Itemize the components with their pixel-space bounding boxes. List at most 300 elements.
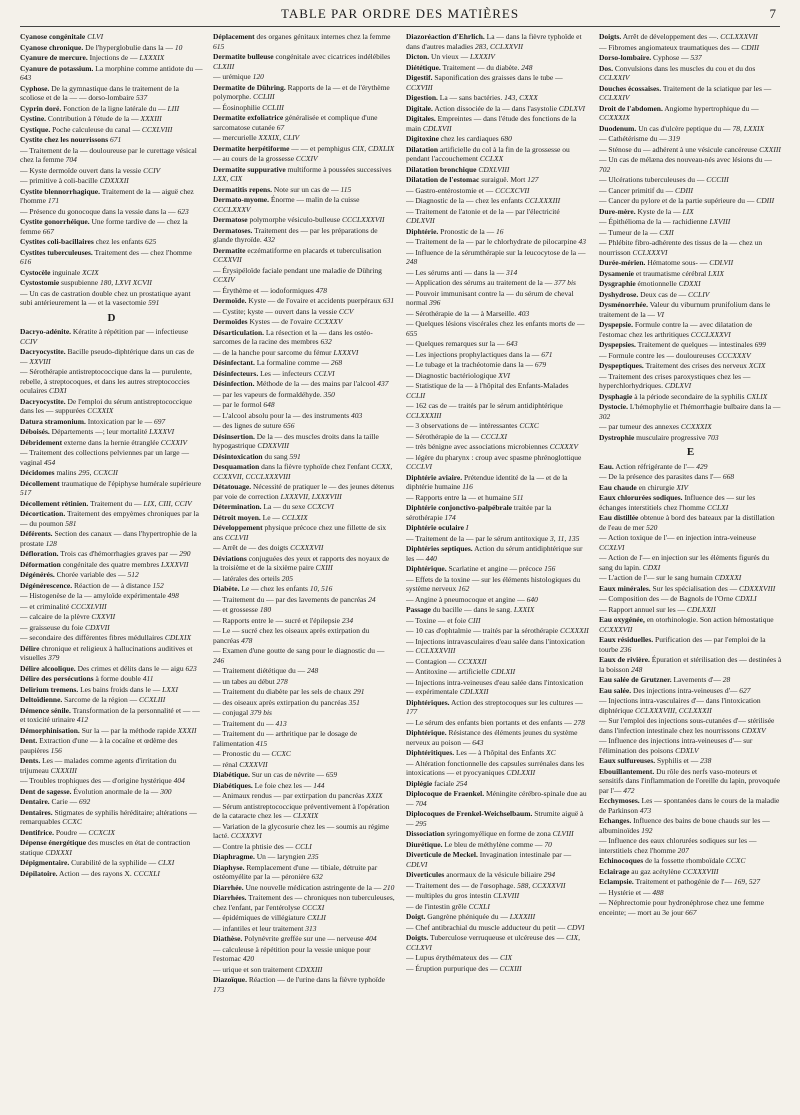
entry-heading: Digestion. xyxy=(406,93,438,102)
index-entry xyxy=(599,269,782,279)
index-entry xyxy=(599,155,782,174)
entry-reference: 396 xyxy=(429,298,441,307)
entry-heading: Eaux chlorurées sodiques. xyxy=(599,493,683,502)
entry-reference: VI xyxy=(656,309,664,319)
entry-text: Sarcome de la région — xyxy=(64,695,138,704)
entry-text: chez les cardiaques xyxy=(440,134,499,143)
entry-text: — Kyste dermoïde ouvert dans la vessie xyxy=(20,165,142,175)
entry-heading: Dystocie. xyxy=(599,402,628,411)
entry-reference: CCXC xyxy=(62,817,82,826)
entry-text: Remplacement d'une — tibiale, détruite par ostéomyélite par la — péronière xyxy=(213,862,378,881)
index-column-4 xyxy=(599,32,782,1109)
entry-reference: XVI xyxy=(498,370,510,380)
entry-reference: CCXXXV xyxy=(549,442,579,451)
entry-heading: Diabète. xyxy=(213,584,240,593)
index-entry xyxy=(406,350,589,360)
entry-text: malins xyxy=(56,468,77,477)
entry-reference: CCXXIV xyxy=(160,437,188,447)
index-entry xyxy=(20,64,203,83)
entry-text: — 3 observations de — intéressantes xyxy=(406,421,518,430)
entry-reference: CCXIV xyxy=(213,275,235,284)
entry-heading: Décollement xyxy=(20,478,60,488)
entry-text: — multiples du gros intestin xyxy=(406,891,492,900)
entry-heading: Dure-mère. xyxy=(599,206,636,216)
entry-heading: Déférents. xyxy=(20,529,53,538)
entry-heading: Diaphyse. xyxy=(213,862,245,872)
entry-reference: 180, LXVI XCVII xyxy=(100,278,152,287)
index-entry xyxy=(406,432,589,442)
entry-text: Énorme — malin de la cuisse xyxy=(270,195,360,204)
index-entry xyxy=(406,52,589,62)
entry-heading: Dents. xyxy=(20,756,41,765)
entry-reference: CDXXXI xyxy=(714,573,742,582)
index-entry xyxy=(406,421,589,431)
entry-text: Action réfrigérante de l'— xyxy=(615,461,695,471)
entry-heading: Décollement rétinien. xyxy=(20,498,89,508)
entry-heading: Dystrophie xyxy=(599,432,635,442)
entry-heading: Détroit moyen. xyxy=(213,512,261,522)
index-entry xyxy=(599,856,782,866)
index-entry xyxy=(599,816,782,835)
index-entry xyxy=(20,570,203,580)
entry-text: Évolution anormale de la — xyxy=(73,786,159,796)
entry-heading: Eau salée de Grutzner. xyxy=(599,675,672,684)
entry-heading: Passage xyxy=(406,605,431,614)
entry-reference: CDXXVIII xyxy=(257,441,290,450)
index-entry xyxy=(213,802,396,821)
entry-reference: CXIII xyxy=(315,563,333,572)
index-entry xyxy=(406,850,589,869)
index-entry xyxy=(20,327,203,346)
index-entry xyxy=(599,533,782,552)
entry-heading: Digitale. xyxy=(406,103,433,113)
entry-heading: Dentaire. xyxy=(20,797,50,806)
entry-reference: 236 xyxy=(620,644,632,654)
index-entry xyxy=(599,472,782,482)
entry-reference: CCXXVII xyxy=(213,255,242,264)
entry-text: dans la fièvre typhoïde chez l'enfant xyxy=(261,462,370,471)
index-entry xyxy=(20,828,203,838)
entry-text: Arrêt de développement des —. xyxy=(622,32,719,41)
entry-text: Sur la — par la méthode rapide xyxy=(81,725,176,735)
entry-heading: Dyspeptiques. xyxy=(599,361,644,370)
entry-reference: CCXXXIX xyxy=(599,113,630,122)
index-entry xyxy=(213,195,396,214)
index-entry xyxy=(599,796,782,815)
index-entry xyxy=(599,888,782,898)
entry-text: polymorphe vésiculo-bulleuse xyxy=(249,215,341,224)
index-entry xyxy=(20,591,203,601)
entry-text: Le bleu de méthylène comme — xyxy=(444,839,543,849)
index-entry xyxy=(406,534,589,544)
entry-heading: Digestif. xyxy=(406,73,433,82)
entry-heading: Désinfectant. xyxy=(213,358,255,367)
entry-text: à la période secondaire de la syphilis xyxy=(634,391,745,401)
entry-reference: CLVI xyxy=(87,32,104,41)
entry-reference: 43 xyxy=(578,237,586,246)
entry-reference: 403 xyxy=(518,308,530,318)
entry-reference: CLVIII xyxy=(552,829,574,838)
entry-reference: 235 xyxy=(307,852,319,861)
entry-heading: Dépigmentaire. xyxy=(20,858,70,867)
entry-text: — calculeuse à répétition pour la vessie unique pour l'estomac xyxy=(213,944,371,963)
entry-text: Une nouvelle médication astringente de la — xyxy=(245,882,382,892)
entry-reference: CCLXXXVII xyxy=(720,32,758,41)
entry-text: anormaux de la vésicule biliaire xyxy=(446,870,542,879)
entry-reference: 667 xyxy=(42,226,54,236)
index-entry xyxy=(599,320,782,339)
entry-heading: Dysgraphie xyxy=(599,279,636,288)
index-entry xyxy=(213,296,396,306)
entry-reference: LXXI xyxy=(162,684,178,694)
entry-reference: 295 xyxy=(415,818,427,828)
entry-text: Strumite aiguë à — xyxy=(406,809,584,828)
index-entry xyxy=(599,392,782,402)
entry-text: — Rapports entre la — et humaine xyxy=(406,492,511,502)
index-entry xyxy=(406,605,589,615)
index-entry xyxy=(599,594,782,604)
index-entry xyxy=(406,575,589,594)
index-entry xyxy=(599,361,782,371)
entry-reference: CDXXI xyxy=(678,279,701,288)
index-entry xyxy=(406,309,589,319)
entry-heading: Cyphose. xyxy=(20,83,50,93)
index-entry xyxy=(20,776,203,786)
entry-heading: Diurétique. xyxy=(406,839,443,849)
index-entry xyxy=(599,32,782,42)
entry-reference: CCXC xyxy=(519,421,539,430)
entry-text: De l'emploi du sérum antistreptococcique dans les — suppurées xyxy=(20,396,193,415)
entry-text: Le foie chez les — xyxy=(254,780,312,790)
index-entry xyxy=(213,883,396,893)
index-entry xyxy=(406,248,589,267)
entry-text: Kyste de la — xyxy=(637,206,681,216)
entry-text: Action du sérum antidiphtérique sur les — xyxy=(406,544,583,563)
entry-text: — Traitement de la — par le sérum antitoxique xyxy=(406,533,549,543)
entry-reference: 313 xyxy=(305,923,317,933)
entry-reference: CCXXXII xyxy=(560,626,589,635)
entry-text: Rapports de la — et de l'érythème polymorphe. xyxy=(213,82,390,101)
index-entry xyxy=(213,266,396,285)
index-entry xyxy=(20,858,203,868)
entry-text: — 10 cas d'ophtalmie — traités par la sérothérapie xyxy=(406,626,559,635)
entry-heading: Cyprin doré. xyxy=(20,103,62,113)
index-entry xyxy=(599,462,782,472)
entry-text: Chorée variable des — xyxy=(56,570,126,579)
index-column-1 xyxy=(20,32,203,1109)
entry-text: Convulsions dans les muscles du cou et du dos xyxy=(614,63,756,73)
index-entry xyxy=(213,452,396,462)
entry-reference: 627 xyxy=(739,685,751,695)
entry-reference: 351 xyxy=(348,697,360,707)
entry-text: — De la présence des parasites dans l'— xyxy=(599,472,721,481)
entry-text: La — dans la fièvre typhoïde et dans d'autres maladies xyxy=(406,32,582,51)
entry-reference: 210 xyxy=(383,882,395,892)
entry-text: — Injections intravasculaires d'eau salée dans l'intoxication — xyxy=(406,636,585,655)
entry-text: Cyphose — xyxy=(653,53,689,62)
entry-heading: Desquamation xyxy=(213,462,260,471)
entry-text: — 162 cas de — traités par le sérum antidiphtérique xyxy=(406,401,563,410)
entry-reference: 420 xyxy=(242,954,255,963)
entry-reference: 702 xyxy=(599,164,611,174)
index-entry xyxy=(406,912,589,922)
entry-reference: 581 xyxy=(65,518,77,528)
entry-reference: CDXXXVIII xyxy=(739,583,776,593)
index-entry xyxy=(406,339,589,349)
index-entry xyxy=(406,289,589,308)
entry-heading: Cystique. xyxy=(20,124,51,134)
index-entry xyxy=(20,176,203,186)
entry-reference: LIII xyxy=(167,103,180,113)
section-letter: E xyxy=(686,446,695,458)
entry-reference: LIX, CIII, CCIV xyxy=(143,498,192,508)
index-entry xyxy=(599,279,782,289)
entry-reference: 120 xyxy=(252,72,264,81)
entry-text: — Composition des — de Bagnols de l'Orne xyxy=(599,594,734,603)
index-entry xyxy=(599,175,782,185)
index-entry xyxy=(213,687,396,697)
entry-heading: Dyshydrose. xyxy=(599,289,639,299)
entry-text: — Présence du gonocoque dans la vessie dans la — xyxy=(20,206,176,216)
entry-heading: Doigts. xyxy=(406,933,429,942)
entry-reference: 10, 516 xyxy=(309,584,333,593)
index-entry xyxy=(599,64,782,83)
entry-reference: CDLXVI xyxy=(558,103,586,113)
entry-reference: CCLXXXVI xyxy=(632,247,668,257)
entry-reference: 67 xyxy=(276,122,285,132)
entry-text: — Éosinophilie xyxy=(213,102,261,112)
entry-heading: Eau chaude xyxy=(599,482,637,492)
entry-text: — Histogenèse de la — amyloïde expérimentale xyxy=(20,591,166,600)
entry-text: — secondaire des différentes fibres médullaires xyxy=(20,633,163,642)
index-entry xyxy=(599,372,782,391)
entry-text: — Érythème et — iodoformiques xyxy=(213,285,314,295)
entry-heading: Eclairage xyxy=(599,866,630,876)
index-entry xyxy=(213,400,396,410)
entry-reference: XXIX xyxy=(366,791,383,800)
entry-reference: CCLXXXVIII xyxy=(415,646,456,655)
entry-reference: 632 xyxy=(311,872,323,881)
index-entry xyxy=(213,390,396,400)
index-entry xyxy=(599,615,782,634)
entry-heading: Dacryocystite. xyxy=(20,347,66,356)
entry-text: Formule contre la — avec dilatation de l'estomac chez les arthritiques xyxy=(599,320,753,339)
entry-text: La — sans bactéries. xyxy=(439,93,503,102)
entry-text: Note sur un cas de — xyxy=(273,184,339,194)
index-entry xyxy=(213,411,396,421)
index-entry xyxy=(213,595,396,605)
entry-reference: 116 xyxy=(462,482,473,491)
entry-text: Trois cas d'hémorrhagies graves par — xyxy=(60,549,178,558)
index-entry xyxy=(213,781,396,791)
entry-text: — au cours de la grossesse xyxy=(213,154,295,163)
index-entry xyxy=(406,779,589,789)
entry-heading: Diphtérie. xyxy=(406,226,439,236)
entry-reference: CDXVII xyxy=(84,622,110,632)
entry-text: inguinale xyxy=(52,267,81,277)
index-entry xyxy=(599,196,782,206)
entry-reference: CLXXIX xyxy=(292,811,319,820)
entry-text: Fonction de la ligne latérale du — xyxy=(63,103,166,113)
index-entry xyxy=(20,509,203,528)
entry-heading: Dégénérés. xyxy=(20,570,55,579)
entry-reference: 478 xyxy=(241,635,253,645)
entry-text: — Sérum antistreptococcique préventivement à l'opération de la cataracte chez les — xyxy=(213,801,390,820)
entry-text: Méthode de la — des mains par l'alcool xyxy=(256,379,376,388)
entry-text: Méningite cérébro-spinale due au — xyxy=(406,789,587,808)
entry-text: Valeur du viburnum prunifolium dans le traitement de la — xyxy=(599,300,771,319)
index-entry xyxy=(20,756,203,775)
index-entry xyxy=(20,268,203,278)
entry-text: — Pronostic du — xyxy=(213,749,270,758)
entry-text: Curabilité de la syphilide — xyxy=(71,858,157,867)
entry-heading: Dilatation xyxy=(406,144,439,154)
entry-heading: Dos. xyxy=(599,63,613,73)
entry-heading: Dermatoses. xyxy=(213,225,253,235)
index-entry xyxy=(213,719,396,729)
entry-heading: Démence sénile. xyxy=(20,705,71,715)
index-entry xyxy=(599,767,782,796)
entry-reference: CCXXXV xyxy=(314,317,343,326)
index-entry xyxy=(20,726,203,736)
index-entry xyxy=(406,278,589,288)
entry-text: — Diagnostic de la — chez les enfants xyxy=(406,196,523,205)
entry-reference: CIX, CDXLIX xyxy=(352,143,395,153)
entry-reference: 268 xyxy=(330,358,343,367)
index-entry xyxy=(599,675,782,685)
entry-text: du bacille — dans le sang. xyxy=(432,605,513,614)
entry-text: — Chef antibrachial du muscle adducteur du petit — xyxy=(406,922,566,932)
entry-reference: CCLXXXVIII, CCLXXXII xyxy=(635,705,712,715)
entry-text: — Cancer primitif du — xyxy=(599,185,674,195)
entry-reference: CCV xyxy=(338,306,354,316)
entry-reference: CCLIV xyxy=(688,289,710,299)
entry-heading: Dyspepsie. xyxy=(599,320,633,329)
index-entry xyxy=(406,73,589,92)
index-entry xyxy=(406,953,589,963)
index-entry xyxy=(213,543,396,553)
entry-heading: Diazoïque. xyxy=(213,975,247,984)
entry-reference: CCCIII xyxy=(706,175,729,184)
entry-heading: Eaux de rivière. xyxy=(599,655,650,664)
entry-text: — Traitement de la — douloureuse par le curettage vésical chez la femme xyxy=(20,145,197,164)
entry-text: en chirurgie xyxy=(638,482,675,492)
entry-heading: Diabétiques. xyxy=(213,780,253,790)
index-entry xyxy=(599,655,782,674)
entry-reference: 246 xyxy=(213,655,225,665)
entry-reference: CCXXXII xyxy=(457,656,487,666)
entry-reference: CDLXXII xyxy=(506,768,536,777)
entry-reference: 171 xyxy=(47,196,60,205)
index-entry xyxy=(20,146,203,165)
entry-heading: Cystite chez les nourrissons xyxy=(20,135,109,144)
entry-text: — Phlébite fibro-adhérente des tissus de la — chez un nourrisson xyxy=(599,238,763,257)
index-entry xyxy=(406,63,589,73)
index-column-3 xyxy=(406,32,589,1109)
index-entry xyxy=(20,560,203,570)
entry-text: Purification des — par l'emploi de la tourbe xyxy=(599,635,766,654)
page-title: TABLE PAR ORDRE DES MATIÈRES xyxy=(280,6,520,21)
index-entry xyxy=(599,686,782,696)
entry-text: — urémique xyxy=(213,72,251,81)
entry-reference: 512 xyxy=(127,570,139,579)
index-entry xyxy=(406,616,589,626)
entry-reference: 520 xyxy=(646,522,658,532)
index-entry xyxy=(599,605,782,615)
entry-reference: XXXII xyxy=(177,725,197,735)
entry-text: — Formule contre les — douloureuses xyxy=(599,350,716,360)
entry-text: La — du sexe xyxy=(263,502,306,511)
entry-heading: Eaux sulfureuses. xyxy=(599,756,656,765)
entry-heading: Eau oxygénée, xyxy=(599,615,645,624)
entry-heading: Diplocoque de Fraenkel. xyxy=(406,789,485,798)
index-entry xyxy=(213,133,396,143)
index-entry xyxy=(406,196,589,206)
entry-text: chronique et religieux à hallucinations auditives et visuelles xyxy=(20,643,193,662)
entry-heading: Dyspepsies. xyxy=(599,340,636,349)
entry-reference: CXXVII xyxy=(91,612,116,621)
index-entry xyxy=(20,602,203,612)
index-entry xyxy=(213,893,396,912)
index-entry xyxy=(599,145,782,155)
entry-reference: CCXVIII xyxy=(406,82,433,92)
entry-heading: Dermatitis repens. xyxy=(213,184,273,194)
index-entry xyxy=(20,479,203,498)
index-entry xyxy=(20,695,203,705)
entry-heading: Déformation xyxy=(20,559,61,569)
entry-reference: CCLXXIV xyxy=(599,93,630,102)
entry-heading: Douches écossaises. xyxy=(599,83,662,93)
entry-reference: CCLXX xyxy=(479,154,504,163)
entry-reference: 623 xyxy=(185,663,197,673)
entry-text: Traitement des empyèmes chroniques par la — du poumon xyxy=(20,509,199,528)
index-entry xyxy=(20,838,203,857)
entry-text: — Quelques remarques sur la — xyxy=(406,339,505,348)
entry-reference: 278 xyxy=(276,676,288,686)
entry-text: — Application des sérums au traitement de la — xyxy=(406,278,553,287)
entry-reference: 404 xyxy=(365,934,377,943)
entry-reference: 478 xyxy=(315,285,327,295)
index-entry xyxy=(599,584,782,594)
entry-reference: 115 xyxy=(340,184,352,194)
index-entry xyxy=(406,678,589,697)
index-entry xyxy=(213,822,396,841)
entry-reference: 429 xyxy=(696,461,708,471)
entry-reference: 127 xyxy=(527,175,539,184)
index-entry xyxy=(213,729,396,748)
entry-text: — Altération fonctionnelle des capsules surrénales dans les intoxications — et pyocyaniques xyxy=(406,758,585,777)
index-entry xyxy=(406,933,589,952)
entry-heading: Eau distillée xyxy=(599,513,639,522)
index-entry xyxy=(213,513,396,523)
index-entry xyxy=(213,934,396,944)
entry-reference: 283, CCLXXVII xyxy=(475,41,523,51)
index-entry xyxy=(20,808,203,827)
entry-heading: Décortication. xyxy=(20,509,66,518)
entry-reference: CCLVI xyxy=(313,368,335,378)
entry-reference: 248 xyxy=(631,664,643,674)
index-entry xyxy=(20,207,203,217)
entry-heading: Diaphragme. xyxy=(213,852,255,861)
entry-heading: Delirium tremens. xyxy=(20,684,79,694)
entry-reference: 412 xyxy=(76,715,89,724)
entry-reference: CCLIII xyxy=(253,92,275,101)
index-entry xyxy=(599,898,782,917)
entry-text: en otorhinologie. Son action hémostatique xyxy=(646,615,774,624)
entry-text: Kystes — de l'ovaire xyxy=(249,317,313,326)
index-entry xyxy=(599,836,782,855)
entry-reference: CCLII xyxy=(406,390,426,400)
